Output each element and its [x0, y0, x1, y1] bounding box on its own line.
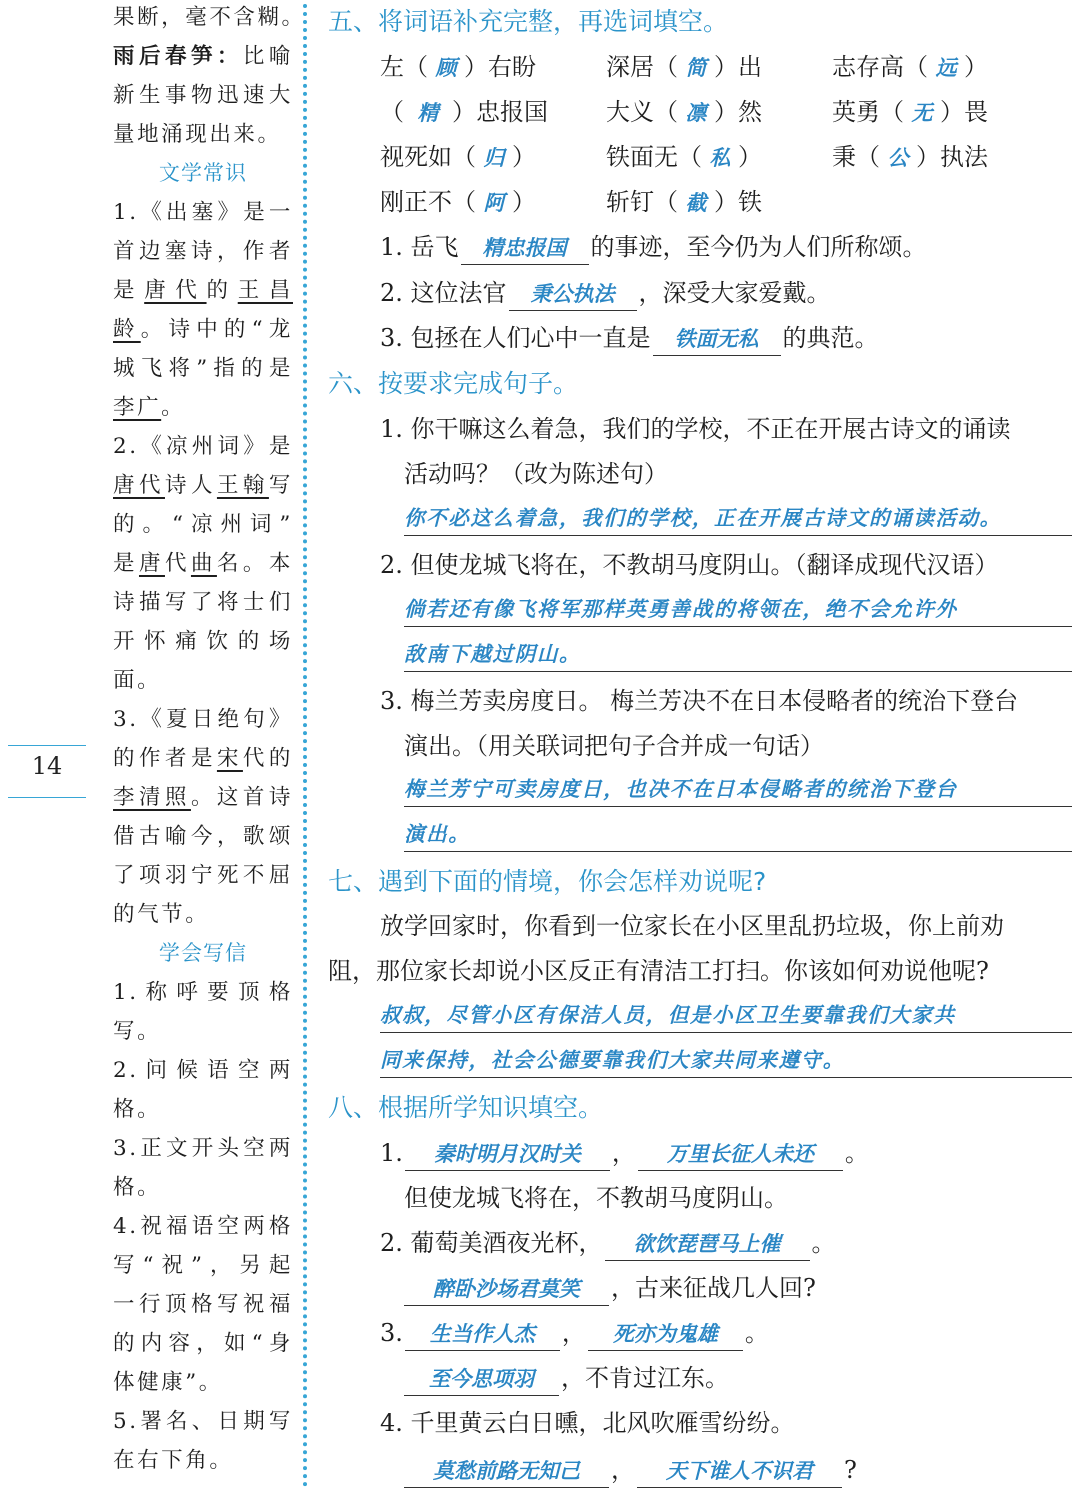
word-part: （ [380, 98, 404, 126]
note-text: 的 [206, 278, 238, 303]
word-part: ）右盼 [464, 53, 536, 81]
section-5-title: 五、将词语补充完整，再选词填空。 [328, 7, 729, 36]
filled-answer: 王昌 [237, 278, 293, 303]
word-item [380, 182, 536, 217]
question-text: 2. 但使龙城飞将在，不教胡马度阴山。（翻译成现代汉语） [380, 551, 999, 579]
punctuation: 。 [844, 1139, 869, 1167]
punctuation: 。 [811, 1229, 836, 1257]
word-item [606, 137, 762, 172]
poem-line: 但使龙城飞将在，不教胡马度阴山。 [404, 1184, 788, 1212]
filled-blank: 至今思项羽 [404, 1363, 559, 1396]
filled-blank: 精忠报国 [461, 232, 589, 265]
note-line: 城飞将”指的是 [113, 356, 293, 381]
word-part: 大义（ [606, 98, 678, 126]
filled-answer: 远 [935, 56, 957, 80]
note-line: 写。 [113, 1019, 162, 1044]
note-line: 了项羽宁死不屈 [113, 863, 293, 888]
word-item [832, 92, 988, 127]
question-text: 1. 你干嘛这么着急，我们的学校，不正在开展古诗文的诵读 [380, 415, 1011, 443]
filled-answer: 精 [417, 101, 439, 125]
poem-text: ，古来征战几人回? [611, 1274, 816, 1302]
word-part: ） [512, 143, 536, 171]
page-number-rule-top [8, 745, 86, 746]
word-part: 铁面无（ [606, 143, 702, 171]
word-part: ）铁 [714, 188, 762, 216]
dotted-divider [303, 4, 307, 1488]
question-text: 1. 岳飞 [380, 233, 459, 261]
note-line: 2.问候语空两 [113, 1058, 293, 1083]
note-line: 写“祝”，另起 [113, 1253, 293, 1278]
filled-blank: 天下谁人不识君 [637, 1455, 842, 1488]
note-line: 新生事物迅速大 [113, 83, 293, 108]
filled-answer: 曲 [190, 551, 217, 576]
page-number: 14 [31, 752, 63, 780]
filled-blank: 死亦为鬼雄 [588, 1318, 743, 1351]
note-text: 名。本 [216, 551, 293, 576]
note-line: 4.祝福语空两格 [113, 1214, 293, 1239]
note-line [113, 388, 293, 427]
word-part: ）忠报国 [452, 98, 548, 126]
sidebar-notes [113, 0, 306, 1480]
note-line: 的内容，如“身 [113, 1331, 293, 1356]
poem-fill-2b [402, 1268, 816, 1306]
note-line: 格。 [113, 1097, 162, 1122]
note-line [113, 739, 293, 778]
answer-line: 演出。 [404, 817, 1072, 852]
word-part: 刚正不（ [380, 188, 476, 216]
note-text: 诗人 [164, 473, 217, 498]
question-2 [380, 273, 831, 311]
note-text: 代的 [242, 746, 293, 771]
sidebar-heading-letter-writing: 学会写信 [158, 941, 248, 965]
question-3 [380, 318, 879, 356]
note-text: 。诗中的“龙 [140, 317, 293, 342]
filled-answer: 唐 [138, 551, 165, 576]
note-text: 。 [161, 395, 186, 420]
question-number: 1. [380, 1139, 403, 1167]
poem-fill-3b [402, 1358, 729, 1396]
word-item [380, 137, 536, 172]
answer-line: 敌南下越过阴山。 [404, 637, 1072, 672]
word-part: ） [512, 188, 536, 216]
note-line [113, 310, 293, 349]
word-part: 深居（ [606, 53, 678, 81]
filled-answer: 截 [685, 191, 707, 215]
filled-answer: 归 [483, 146, 505, 170]
note-line [113, 466, 293, 505]
note-line: 3.正文开头空两 [113, 1136, 293, 1161]
note-line: 1.称呼要顶格 [113, 980, 293, 1005]
filled-answer: 私 [709, 146, 731, 170]
scenario-text: 阻，那位家长却说小区反正有清洁工打扫。你该如何劝说他呢? [328, 957, 989, 985]
word-part: ）出 [714, 53, 762, 81]
filled-blank: 生当作人杰 [405, 1318, 560, 1351]
note-line: 1.《出塞》是一 [113, 200, 293, 225]
note-text: 代 [164, 551, 191, 576]
word-item [832, 47, 988, 82]
word-part: 斩钉（ [606, 188, 678, 216]
word-item [606, 92, 762, 127]
note-line: 3.《夏日绝句》 [113, 707, 293, 732]
word-item [380, 47, 536, 82]
answer-line: 叔叔，尽管小区有保洁人员，但是小区卫生要靠我们大家共 [380, 998, 1072, 1033]
note-line: 一行顶格写祝福 [113, 1292, 293, 1317]
filled-blank: 莫愁前路无知己 [404, 1455, 609, 1488]
filled-answer: 顾 [435, 56, 457, 80]
note-line: 在右下角。 [113, 1448, 234, 1473]
idiom-term: 雨后春笋： [113, 44, 243, 69]
filled-answer: 王翰 [216, 473, 269, 498]
note-line: 借古喻今，歌颂 [113, 824, 293, 849]
word-part: 秉（ [832, 143, 880, 171]
question-number: 3. [380, 1319, 403, 1347]
note-line [113, 271, 293, 310]
note-line: 开怀痛饮的场 [113, 629, 293, 654]
note-line: 的。“凉州词” [113, 512, 293, 537]
note-line: 体健康”。 [113, 1370, 223, 1395]
note-line: 5.署名、日期写 [113, 1409, 293, 1434]
answer-line: 你不必这么着急，我们的学校，正在开展古诗文的诵读活动。 [404, 501, 1072, 536]
note-text: 是 [113, 278, 145, 303]
word-part: 英勇（ [832, 98, 904, 126]
filled-answer: 李清照 [113, 785, 191, 810]
note-line: 2.《凉州词》是 [113, 434, 293, 459]
poem-fill-1 [380, 1133, 869, 1171]
poem-fill-2 [380, 1223, 836, 1261]
note-line: 首边塞诗，作者 [113, 239, 293, 264]
word-item [606, 47, 762, 82]
section-8-title: 八、根据所学知识填空。 [328, 1093, 604, 1122]
poem-line: 4. 千里黄云白日曛，北风吹雁雪纷纷。 [380, 1409, 795, 1437]
punctuation: ? [844, 1456, 857, 1484]
filled-answer: 李广 [113, 395, 162, 420]
filled-blank: 万里长征人未还 [638, 1138, 843, 1171]
filled-answer: 唐代 [113, 473, 165, 498]
note-text: 的作者是 [113, 746, 217, 771]
question-text: 3. 包拯在人们心中一直是 [380, 324, 651, 352]
note-text: 写 [268, 473, 293, 498]
note-line [113, 37, 293, 76]
punctuation: ， [611, 1139, 636, 1167]
note-line: 果断，毫不含糊。 [113, 5, 306, 30]
answer-line: 同来保持，社会公德要靠我们大家共同来遵守。 [380, 1043, 1072, 1078]
filled-answer: 唐代 [144, 278, 207, 303]
note-line: 的气节。 [113, 902, 210, 927]
filled-answer: 龄 [113, 317, 141, 342]
word-part: ）然 [714, 98, 762, 126]
poem-fill-4 [402, 1450, 857, 1488]
word-part: ） [738, 143, 762, 171]
question-1 [380, 227, 927, 265]
punctuation: 。 [744, 1319, 769, 1347]
question-text: 的典范。 [782, 324, 879, 352]
word-item [832, 137, 988, 172]
sidebar-heading-literature: 文学常识 [158, 161, 248, 185]
note-text: 比喻 [242, 44, 293, 69]
note-line [113, 544, 293, 583]
punctuation: ， [561, 1319, 586, 1347]
word-item [380, 92, 548, 127]
punctuation: ， [611, 1456, 635, 1484]
question-text: 的事迹，至今仍为人们所称颂。 [590, 233, 927, 261]
filled-answer: 宋 [216, 746, 243, 771]
filled-blank: 铁面无私 [653, 323, 781, 356]
note-line [113, 778, 293, 817]
question-text: 2. 这位法官 [380, 279, 507, 307]
page-number-rule-bottom [8, 797, 86, 798]
section-6-title: 六、按要求完成句子。 [328, 369, 579, 398]
word-part: ）执法 [916, 143, 988, 171]
word-part: 左（ [380, 53, 428, 81]
word-part: ） [964, 53, 988, 81]
filled-answer: 公 [887, 146, 909, 170]
answer-line: 倘若还有像飞将军那样英勇善战的将领在，绝不会允许外 [404, 592, 1072, 627]
poem-text: ，不肯过江东。 [561, 1364, 729, 1392]
note-text: 是 [113, 551, 139, 576]
note-text: 。这首诗 [190, 785, 293, 810]
answer-line: 梅兰芳宁可卖房度日，也决不在日本侵略者的统治下登台 [404, 772, 1072, 807]
filled-blank: 欲饮琵琶马上催 [605, 1228, 810, 1261]
note-line: 量地涌现出来。 [113, 122, 282, 147]
filled-answer: 阿 [483, 191, 505, 215]
note-line: 面。 [113, 668, 162, 693]
question-text: 演出。（用关联词把句子合并成一句话） [404, 732, 824, 760]
word-part: 志存高（ [832, 53, 928, 81]
filled-answer: 凛 [685, 101, 707, 125]
question-text: 活动吗？（改为陈述句） [404, 460, 668, 488]
question-text: 2. 葡萄美酒夜光杯， [380, 1229, 603, 1257]
filled-blank: 醉卧沙场君莫笑 [404, 1273, 609, 1306]
note-line: 诗描写了将士们 [113, 590, 293, 615]
filled-answer: 无 [911, 101, 933, 125]
note-line: 格。 [113, 1175, 162, 1200]
question-text: ，深受大家爱戴。 [638, 279, 831, 307]
word-part: 视死如（ [380, 143, 476, 171]
section-7-title: 七、遇到下面的情境，你会怎样劝说呢? [328, 867, 767, 896]
question-text: 3. 梅兰芳卖房度日。 梅兰芳决不在日本侵略者的统治下登台 [380, 687, 1019, 715]
word-item [606, 182, 762, 217]
poem-fill-3 [380, 1313, 769, 1351]
filled-answer: 简 [685, 56, 707, 80]
filled-blank: 秉公执法 [509, 278, 637, 311]
filled-blank: 秦时明月汉时关 [405, 1138, 610, 1171]
scenario-text: 放学回家时，你看到一位家长在小区里乱扔垃圾，你上前劝 [380, 912, 1004, 940]
word-part: ）畏 [940, 98, 988, 126]
